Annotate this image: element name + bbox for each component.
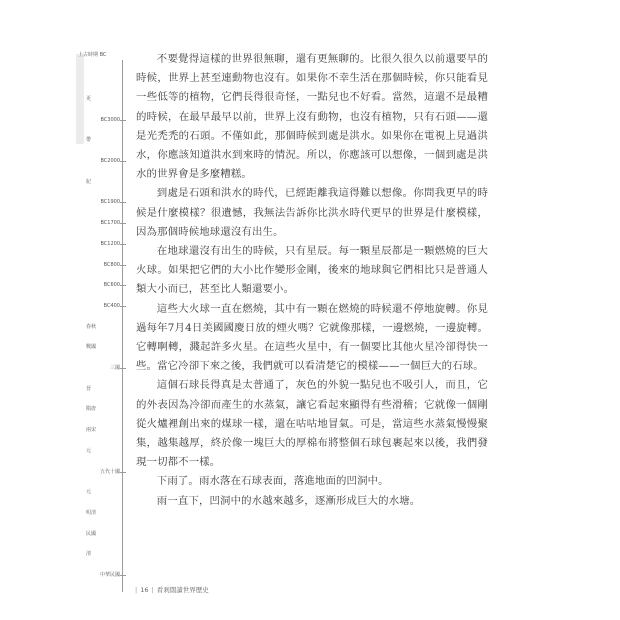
- timeline-label: BC400: [103, 303, 120, 309]
- timeline-tick: [120, 306, 126, 307]
- timeline-label: BC1200: [100, 241, 120, 247]
- timeline-tick: [120, 161, 126, 162]
- timeline-label: 元: [86, 489, 92, 495]
- timeline-band: [76, 54, 84, 144]
- timeline-tick: [120, 575, 126, 576]
- timeline-label: 帶: [86, 137, 92, 143]
- timeline-label: BC3000: [100, 117, 120, 123]
- timeline-label: 晉: [86, 386, 92, 392]
- page-footer: [132, 585, 209, 594]
- timeline-tick: [120, 472, 126, 473]
- timeline-label: 元: [86, 448, 92, 454]
- timeline-tick: [120, 120, 126, 121]
- timeline-label: 戰國: [86, 344, 97, 350]
- body-text: [136, 50, 488, 511]
- timeline-label: BC600: [103, 282, 120, 288]
- timeline-tick: [120, 368, 126, 369]
- timeline-label: BC1900: [100, 199, 120, 205]
- timeline-label: BC800: [103, 262, 120, 268]
- timeline-tick: [120, 285, 126, 286]
- footer-divider: |: [151, 586, 154, 594]
- paragraph: 下雨了。雨水落在石球表面，落進地面的凹洞中。: [156, 475, 389, 488]
- timeline-label: 三國: [109, 365, 120, 371]
- paragraph: 不要覺得這樣的世界很無聊，還有更無聊的。比很久很久以前還要早的時候，世界上甚至連動物也沒有。如果你不幸生活在那個時候，你只能看見一些低等的植物，它們長得很奇怪，一點兒也不好看。當然，這還不是最糟的時候，在最早最早以前，世界上沒有動物，也沒有植物，只有石頭——還是光禿禿的石頭。不僅如此，那個時候到處是洪水。如果你在電視上見過洪水，你應該知道洪水到來時的情況。所以，你應該可以想像，一個到處是洪水的世界會是多麼糟糕。: [136, 53, 488, 181]
- timeline-label: BC1700: [100, 220, 120, 226]
- footer-divider: |: [135, 586, 138, 594]
- paragraph: 這個石球長得真是太普通了，灰色的外貌一點兒也不吸引人，而且，它的外表因為冷卻而產生的水蒸氣，讓它看起來顯得有些滑稽；它就像一個剛從火爐裡創出來的煤球一樣，還在咕咕地冒氣。可是，當這些水蒸氣慢慢聚集，越集越厚，終於像一塊巨大的厚棉布將整個石球包裹起來以後，我們發現一切都不一樣。: [136, 379, 488, 469]
- timeline-label: 更: [86, 96, 92, 102]
- paragraph: 這些大火球一直在燃燒，其中有一顆在燃燒的時候還不停地旋轉。你見過每年7月4日美國國慶日放的煙火嗎？它就像那樣，一邊燃燒，一邊旋轉。它轉啊轉，濺起許多火星。在這些火星中，有一個要比其他火星冷卻得快一些。當它冷卻下來之後，我們就可以看清楚它的模樣——一個巨大的石球。: [136, 302, 488, 373]
- timeline-tick: [120, 223, 126, 224]
- timeline-label: 五代十國: [99, 469, 120, 475]
- timeline-axis: [122, 60, 123, 592]
- history-timeline-sidebar: [76, 52, 132, 598]
- page-number: 16: [140, 586, 149, 594]
- book-title: 看剎闊讀世界歷史: [156, 586, 209, 594]
- timeline-label: 明清: [86, 510, 97, 516]
- timeline-label: 兩宋: [86, 427, 97, 433]
- paragraph: 到處是石頭和洪水的時代，已經距離我這得難以想像。你問我更早的時候是什麼模樣？很遺憾，我無法告訴你比洪水時代更早的世界是什麼模樣，因為那個時候地球還沒有出生。: [136, 187, 488, 238]
- timeline-tick: [120, 244, 126, 245]
- timeline-tick: [120, 202, 126, 203]
- paragraph: 雨一直下，凹洞中的水越來越多，逐漸形成巨大的水塘。: [156, 494, 421, 507]
- paragraph: 在地球還沒有出生的時候，只有星辰。每一顆星辰都是一顆燃燒的巨大火球。如果把它們的大小比作變形金剛，後來的地球與它們相比只是普通人類大小而已，甚至比人類還要小。: [136, 245, 488, 296]
- timeline-label: 中華民國: [99, 572, 120, 578]
- timeline-label: 紀: [86, 179, 92, 185]
- timeline-tick: [120, 265, 126, 266]
- timeline-label: 隋唐: [86, 406, 97, 412]
- timeline-label: 春秋: [86, 324, 97, 330]
- timeline-label: 清: [86, 551, 92, 557]
- timeline-title: 上古時期 BC: [78, 52, 107, 58]
- timeline-label: BC2000: [100, 158, 120, 164]
- timeline-label: 民國: [86, 531, 97, 537]
